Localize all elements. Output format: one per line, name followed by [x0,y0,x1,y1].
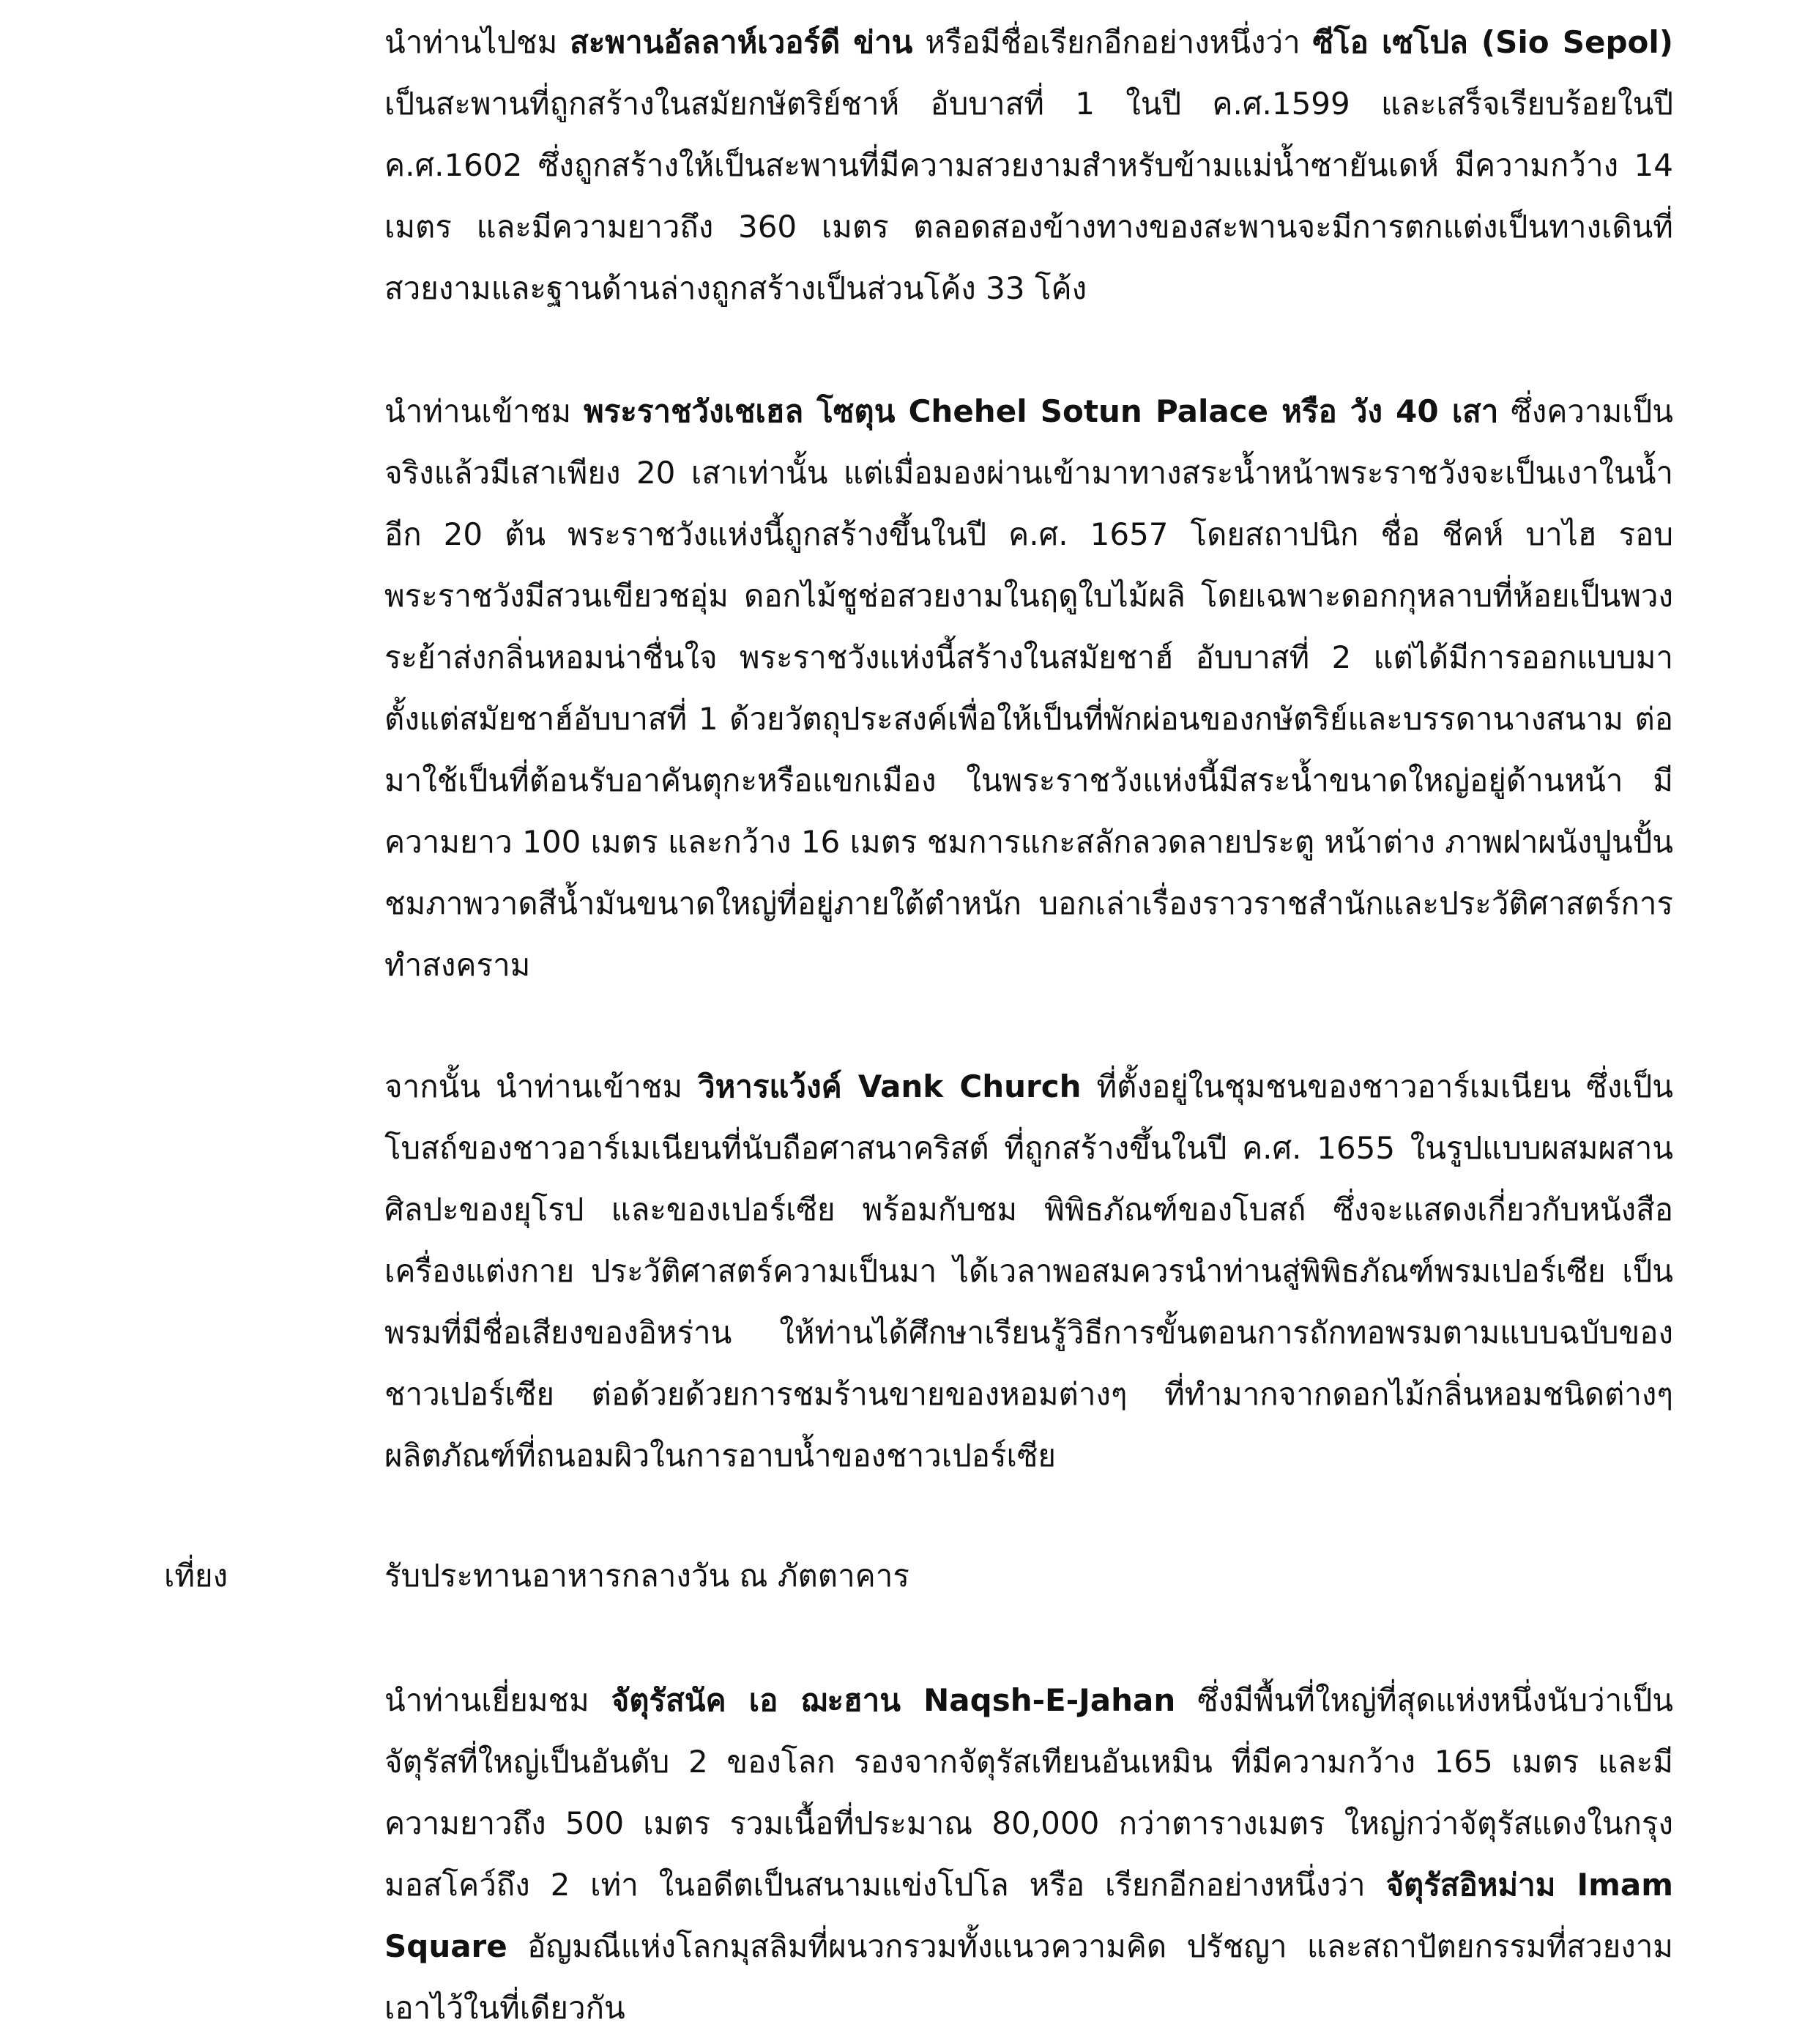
paragraph-allahverdi-khan-bridge [384,12,1673,319]
place-name-sio-sepol: ซีโอ เซโปล (Sio Sepol) [1312,24,1673,60]
paragraph-chehel-sotun-palace [384,381,1673,996]
paragraph-vank-church [384,1056,1673,1487]
paragraph-text: นำท่านเยี่ยมชม [384,1682,611,1718]
paragraph-text: นำท่านไปชม [384,24,570,60]
paragraph-text: ซึ่งมีพื้นที่ใหญ่ที่สุดแห่งหนึ่งนับว่าเป็นจัตุรัสที่ใหญ่เป็นอันดับ 2 ของโลก รองจากจัตุรัสเทียนอันเหมิน ที่มีความกว้าง 165 เมตร และมีความยาวถึง 500 เมตร รวมเนื้อที่ประมาณ 80,000 กว่าตารางเมตร ใหญ่กว่าจัตุรัสแดงในกรุงมอสโคว์ถึง 2 เท่า ในอดีตเป็นสนามแข่งโปโล หรือ เรียกอีกอย่างหนึ่งว่า [384,1682,1673,1903]
paragraph-text: จากนั้น นำท่านเข้าชม [384,1069,698,1104]
place-name-vank-church: วิหารแว้งค์ Vank Church [698,1069,1082,1104]
place-name-naqsh-e-jahan: จัตุรัสนัค เอ ฌะฮาน Naqsh-E-Jahan [611,1682,1176,1718]
place-name-imam-square: จัตุรัสอิหม่าม Imam Square [384,1867,1674,1964]
lunch-description: รับประทานอาหารกลางวัน ณ ภัตตาคาร [384,1558,909,1594]
place-name-palace: พระราชวังเชเฮล โซตุน Chehel Sotun Palace หรือ วัง 40 เสา [584,393,1499,429]
paragraph-naqsh-e-jahan-square [384,1670,1673,2039]
paragraph-text: หรือมีชื่อเรียกอีกอย่างหนึ่งว่า [912,24,1313,60]
paragraph-text: ที่ตั้งอยู่ในชุมชนของชาวอาร์เมเนียน ซึ่งเป็นโบสถ์ของชาวอาร์เมเนียนที่นับถือศาสนาคริสต์ ที่ถูกสร้างขึ้นในปี ค.ศ. 1655 ในรูปแบบผสมผสานศิลปะของยุโรป และของเปอร์เซีย พร้อมกับชม พิพิธภัณฑ์ของโบสถ์ ซึ่งจะแสดงเกี่ยวกับหนังสือ เครื่องแต่งกาย ประวัติศาสตร์ความเป็นมา ได้เวลาพอสมควรนำท่านสู่พิพิธภัณฑ์พรมเปอร์เซีย เป็นพรมที่มีชื่อเสียงของอิหร่าน ให้ท่านได้ศึกษาเรียนรู้วิธีการขั้นตอนการถักทอพรมตามแบบฉบับของชาวเปอร์เซีย ต่อด้วยด้วยการชมร้านขายของหอมต่างๆ ที่ทำมากจากดอกไม้กลิ่นหอมชนิดต่างๆ ผลิตภัณฑ์ที่ถนอมผิวในการอาบน้ำของชาวเปอร์เซีย [384,1069,1673,1473]
paragraph-text: ซึ่งความเป็นจริงแล้วมีเสาเพียง 20 เสาเท่านั้น แต่เมื่อมองผ่านเข้ามาทางสระน้ำหน้าพระราชวังจะเป็นเงาในน้ำอีก 20 ต้น พระราชวังแห่งนี้ถูกสร้างขึ้นในปี ค.ศ. 1657 โดยสถาปนิก ชื่อ ชีคห์ บาไฮ รอบพระราชวังมีสวนเขียวชอุ่ม ดอกไม้ชูช่อสวยงามในฤดูใบไม้ผลิ โดยเฉพาะดอกกุหลาบที่ห้อยเป็นพวงระย้าส่งกลิ่นหอมน่าชื่นใจ พระราชวังแห่งนี้สร้างในสมัยชาฮ์ อับบาสที่ 2 แต่ได้มีการออกแบบมาตั้งแต่สมัยชาฮ์อับบาสที่ 1 ด้วยวัตถุประสงค์เพื่อให้เป็นที่พักผ่อนของกษัตริย์และบรรดานางสนาม ต่อมาใช้เป็นที่ต้อนรับอาคันตุกะหรือแขกเมือง ในพระราชวังแห่งนี้มีสระน้ำขนาดใหญ่อยู่ด้านหน้า มีความยาว 100 เมตร และกว้าง 16 เมตร ชมการแกะสลักลวดลายประตู หน้าต่าง ภาพฝาผนังปูนปั้น ชมภาพวาดสีน้ำมันขนาดใหญ่ที่อยู่ภายใต้ตำหนัก บอกเล่าเรื่องราวราชสำนักและประวัติศาสตร์การทำสงคราม [384,393,1673,983]
place-name-bridge: สะพานอัลลาห์เวอร์ดี ข่าน [570,24,913,60]
time-label-lunch: เที่ยง [164,1558,228,1594]
paragraph-text: อัญมณีแห่งโลกมุสลิมที่ผนวกรวมทั้งแนวความคิด ปรัชญา และสถาปัตยกรรมที่สวยงามเอาไว้ในที่เดียวกัน [384,1928,1673,2026]
paragraph-text: เป็นสะพานที่ถูกสร้างในสมัยกษัตริย์ชาห์ อับบาสที่ 1 ในปี ค.ศ.1599 และเสร็จเรียบร้อยในปี ค.ศ.1602 ซึ่งถูกสร้างให้เป็นสะพานที่มีความสวยงามสำหรับข้ามแม่น้ำซายันเดห์ มีความกว้าง 14 เมตร และมีความยาวถึง 360 เมตร ตลอดสองข้างทางของสะพานจะมีการตกแต่งเป็นทางเดินที่สวยงามและฐานด้านล่างถูกสร้างเป็นส่วนโค้ง 33 โค้ง [384,86,1673,306]
paragraph-text: นำท่านเข้าชม [384,393,584,429]
